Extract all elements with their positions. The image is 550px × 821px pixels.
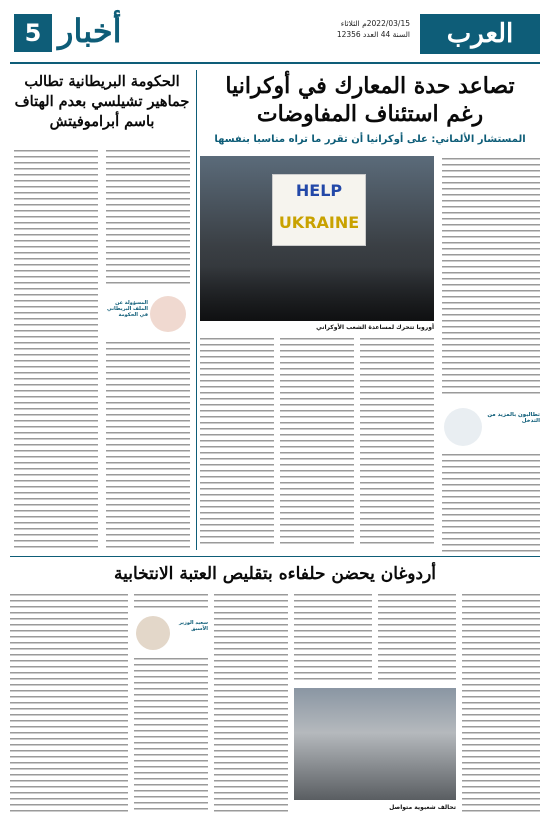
section-number: 5 [14,14,52,52]
side-text-column-1 [14,148,98,548]
help-ukraine-sign [272,174,366,246]
side-author-photo [150,296,186,332]
photo-caption: أوروبا تتحرك لمساعدة الشعب الأوكراني [316,324,434,331]
sign-line-2: UKRAINE [278,213,360,232]
issue-info [320,18,410,40]
lead-text-column-2 [360,336,434,546]
header-rule [10,62,540,64]
side-text-column-2a [106,148,190,288]
second-headline: أردوغان يحضن حلفاءه بتقليص العتبة الانتخابية [114,564,436,584]
protest-photo [200,156,434,321]
second-text-column-5a [134,592,208,612]
newspaper-logo: العرب [420,14,540,54]
second-author-caption: سعيد الوزير الأسبق [178,620,208,632]
section-label [14,14,184,54]
sign-line-1: HELP [295,181,343,200]
lead-headline-line2: رغم استئناف المفاوضات [256,101,484,127]
lead-text-column-1b [442,452,540,552]
side-text-column-2b [106,340,190,548]
second-text-column-1 [462,592,540,812]
second-text-column-5b [134,656,208,812]
section-title: أخبار [58,12,122,50]
side-author-caption: المسؤولة عن الملف البريطاني في الحكومة [107,300,148,318]
column-separator [196,70,197,550]
lead-subheadline: المستشار الألماني: على أوكرانيا أن تقرر ما تراه مناسبا بنفسها [214,134,526,145]
lead-text-column-3 [280,336,354,546]
second-author-photo [136,616,170,650]
section-rule [10,556,540,557]
lead-text-column-4 [200,336,274,546]
second-text-column-4 [214,592,288,812]
author-caption: تطالبون بالمزيد من التدخل [487,412,540,424]
lead-text-column-1 [442,156,540,396]
second-photo-caption: تحالف شعبوية متواصل [389,804,456,811]
erdogan-photo [294,688,456,800]
second-text-column-3a [294,592,372,682]
date-line: 2022/03/15م الثلاثاء [340,19,410,28]
lead-headline-line1: تصاعد حدة المعارك في أوكرانيا [225,73,515,99]
lead-headline [200,72,540,128]
author-photo [444,408,482,446]
crowd-overlay [200,266,434,321]
issue-line: السنة 44 العدد 12356 [336,30,410,39]
side-headline: الحكومة البريطانية تطالب جماهير تشيلسي بعدم الهتاف باسم أبراموفيتش [14,73,190,130]
second-text-column-6 [10,592,128,812]
second-text-column-2a [378,592,456,682]
